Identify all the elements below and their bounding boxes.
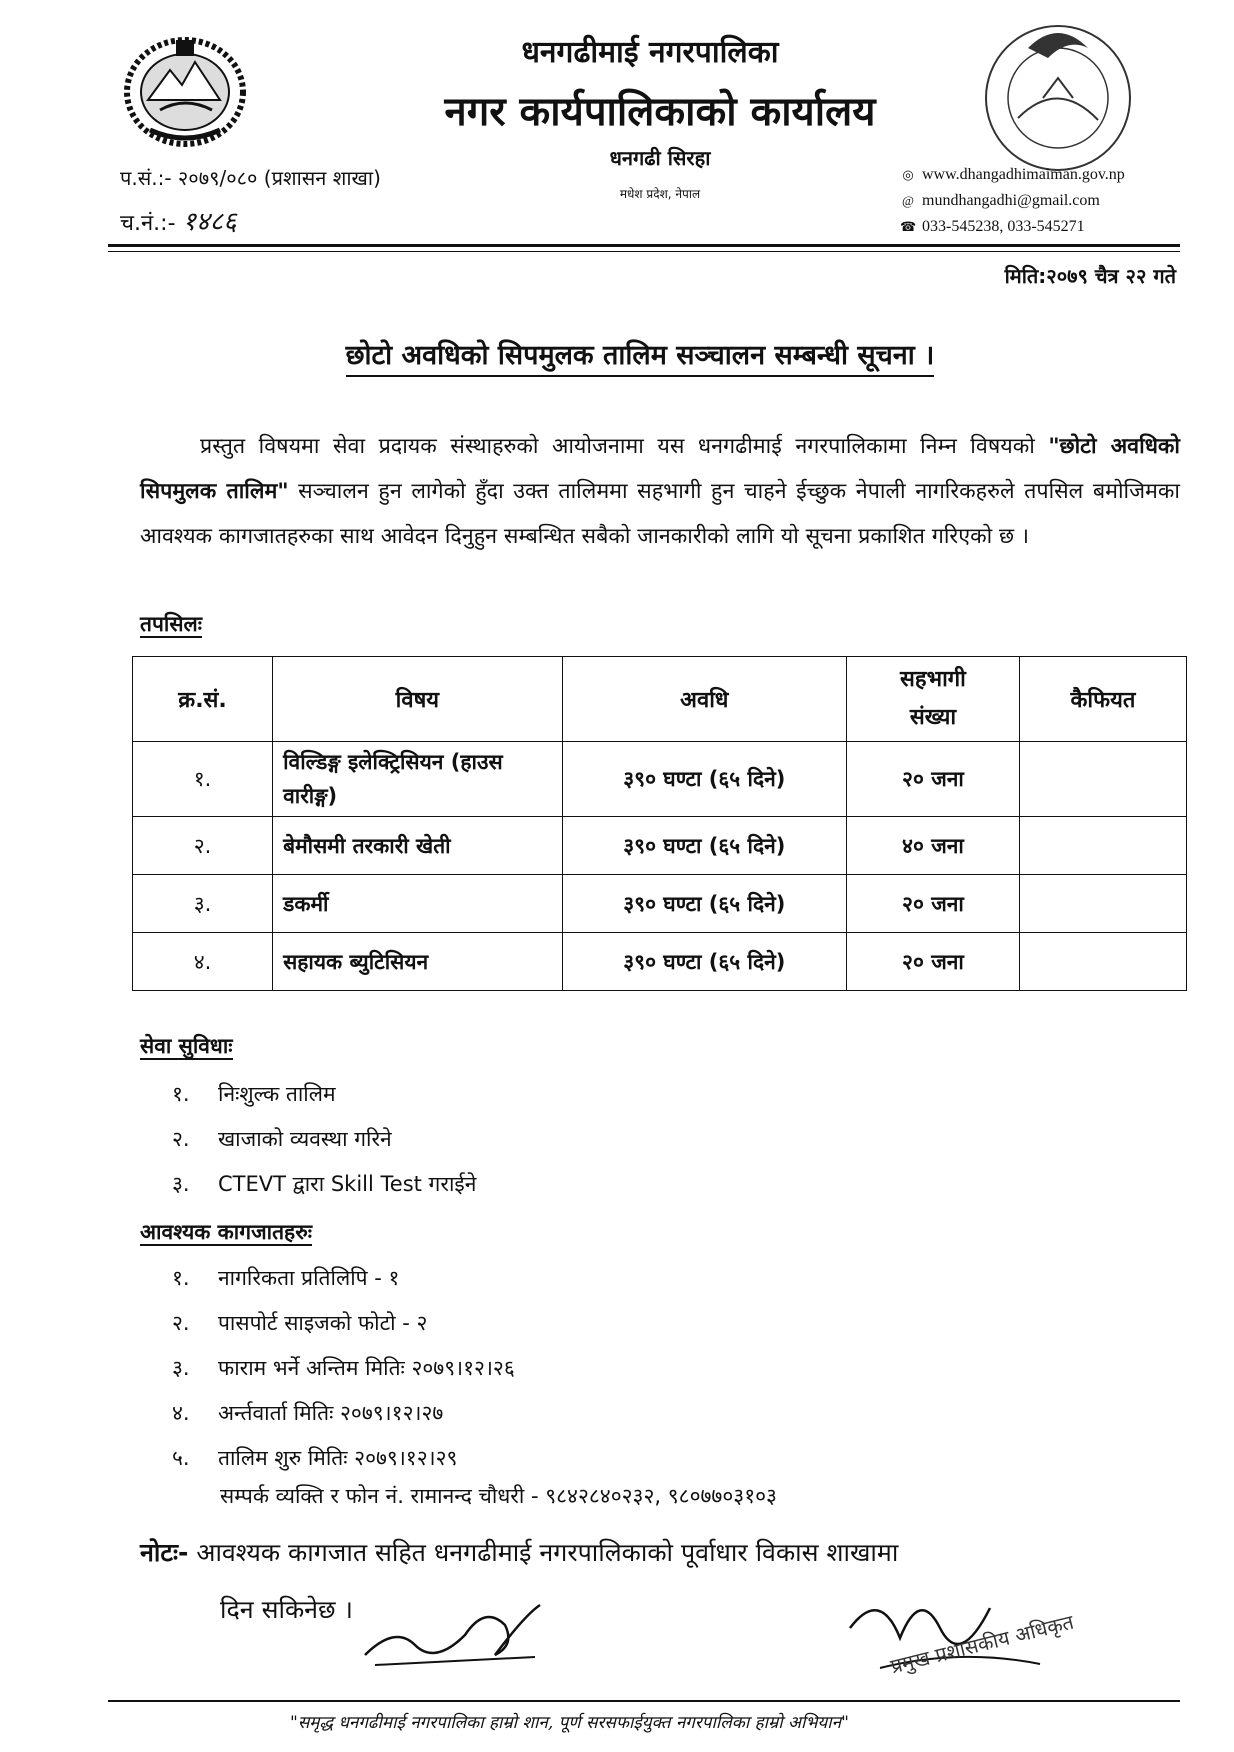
table-row [133, 933, 1187, 991]
col-header-remarks: कैफियत [1019, 657, 1186, 742]
list-number: २. [172, 1311, 190, 1335]
office-province: मधेश प्रदेश, नेपाल [619, 187, 701, 201]
col-header-sn: क्र.सं. [133, 657, 273, 742]
footer-motto: "समृद्ध धनगढीमाई नगरपालिका हाम्रो शान, पूर्ण सरसफाईयुक्त नगरपालिका हाम्रो अभियान" [290, 1713, 849, 1733]
list-number: ५. [172, 1446, 190, 1470]
cell-remarks [1019, 817, 1186, 875]
registration-number [120, 202, 237, 238]
cell-remarks [1019, 875, 1186, 933]
col-header-participants-text: सहभागी संख्या [900, 667, 966, 730]
cell-duration: ३९० घण्टा (६५ दिने) [562, 933, 846, 991]
website-row [900, 162, 1125, 188]
notice-date: मिति:२०७९ चैत्र २२ गते [1004, 264, 1176, 288]
cell-subject: डकर्मी [273, 875, 563, 933]
list-item [172, 1072, 476, 1117]
officer-stamp-text: प्रमुख प्रशासकीय अधिकृत [888, 1609, 1077, 1679]
services-list [172, 1072, 476, 1207]
tapasil-heading [140, 610, 202, 638]
table-row [133, 742, 1187, 817]
list-item [172, 1256, 515, 1301]
email-icon: @ [902, 193, 914, 208]
services-heading-text: सेवा सुविधाः [140, 1034, 233, 1058]
phone-row [900, 214, 1125, 240]
documents-heading-text: आवश्यक कागजातहरुः [140, 1220, 313, 1244]
cell-participants: २० जना [846, 875, 1019, 933]
cell-sn: १. [133, 742, 273, 817]
training-table [132, 656, 1187, 991]
list-text: तालिम शुरु मितिः २०७९।१२।२९ [218, 1446, 458, 1470]
header-divider [108, 244, 1180, 247]
list-item [172, 1346, 515, 1391]
office-seal-stamp [948, 8, 1148, 178]
office-name: नगर कार्यपालिकाको कार्यालय [444, 89, 876, 135]
phone-text: 033-545238, 033-545271 [922, 218, 1085, 235]
cell-sn: ४. [133, 933, 273, 991]
table-row [133, 875, 1187, 933]
list-number: २. [172, 1127, 190, 1151]
list-text: अर्न्तवार्ता मितिः २०७९।१२।२७ [218, 1401, 444, 1425]
list-text: निःशुल्क तालिम [218, 1082, 336, 1106]
cell-remarks [1019, 933, 1186, 991]
nepal-emblem-logo [120, 30, 250, 150]
documents-list [172, 1256, 515, 1481]
cell-sn: २. [133, 817, 273, 875]
signature-left [355, 1585, 555, 1675]
email-text: mundhangadhi@gmail.com [922, 192, 1100, 209]
list-number: ४. [172, 1401, 190, 1425]
tapasil-heading-text: तपसिलः [140, 612, 203, 636]
header-divider-thin [108, 251, 1180, 252]
footer-divider [108, 1700, 1180, 1702]
cell-participants: २० जना [846, 933, 1019, 991]
list-text: फाराम भर्ने अन्तिम मितिः २०७९।१२।२६ [218, 1356, 515, 1380]
documents-heading [140, 1218, 312, 1246]
list-text: नागरिकता प्रतिलिपि - १ [218, 1266, 400, 1290]
cell-subject: बेमौसमी तरकारी खेती [273, 817, 563, 875]
note-line-2: दिन सकिनेछ । [220, 1595, 353, 1624]
cell-remarks [1019, 742, 1186, 817]
contact-block [900, 162, 1125, 240]
col-header-participants [846, 657, 1019, 742]
list-text: पासपोर्ट साइजको फोटो - २ [218, 1311, 428, 1335]
note-label: नोटः- [140, 1538, 189, 1567]
list-text: खाजाको व्यवस्था गरिने [218, 1127, 392, 1151]
list-number: ३. [172, 1172, 190, 1196]
paragraph-part1: प्रस्तुत विषयमा सेवा प्रदायक संस्थाहरुको आयोजनामा यस धनगढीमाई नगरपालिकामा निम्न विषयको [200, 434, 1049, 459]
cell-subject: सहायक ब्युटिसियन [273, 933, 563, 991]
notice-paragraph [140, 424, 1180, 559]
cell-duration: ३९० घण्टा (६५ दिने) [562, 817, 846, 875]
reference-number: प.सं.:- २०७९/०८० (प्रशासन शाखा) [120, 166, 381, 190]
services-heading [140, 1032, 233, 1060]
contact-person-line: सम्पर्क व्यक्ति र फोन नं. रामानन्द चौधरी - ९८४२८४०२३२, ९८०७७०३१०३ [220, 1484, 777, 1508]
list-number: ३. [172, 1356, 190, 1380]
cell-participants: ४० जना [846, 817, 1019, 875]
table-row [133, 817, 1187, 875]
list-item [172, 1162, 476, 1207]
cell-sn: ३. [133, 875, 273, 933]
cell-duration: ३९० घण्टा (६५ दिने) [562, 742, 846, 817]
registration-label: च.नं.:- [120, 211, 176, 236]
cell-duration: ३९० घण्टा (६५ दिने) [562, 875, 846, 933]
list-item [172, 1301, 515, 1346]
list-item [172, 1391, 515, 1436]
cell-subject: विल्डिङ्ग इलेक्ट्रिसियन (हाउस वारीङ्ग) [273, 742, 563, 817]
col-header-duration: अवधि [562, 657, 846, 742]
list-text: CTEVT द्वारा Skill Test गराईने [218, 1172, 477, 1196]
notice-title [140, 335, 1140, 372]
phone-icon: ☎ [900, 219, 917, 234]
paragraph-part2: सञ्चालन हुन लागेको हुँदा उक्त तालिममा सहभागी हुन चाहने ईच्छुक नेपाली नागरिकहरुले तपसिल बमोजिमका आवश्यक कागजातहरुका साथ आवेदन दिनुहुन सम्बन्धित सबैको जानकारीको लागि यो सूचना प्रकाशित गरिएको छ । [140, 479, 1180, 549]
table-header-row [133, 657, 1187, 742]
email-row [900, 188, 1125, 214]
cell-participants: २० जना [846, 742, 1019, 817]
office-place: धनगढी सिरहा [609, 146, 711, 170]
globe-icon: ◎ [902, 167, 914, 182]
list-number: १. [172, 1082, 190, 1106]
note-text: आवश्यक कागजात सहित धनगढीमाई नगरपालिकाको पूर्वाधार विकास शाखामा [188, 1538, 899, 1567]
list-item [172, 1436, 515, 1481]
municipality-name: धनगढीमाई नगरपालिका [521, 35, 779, 70]
registration-value: १४८६ [182, 207, 237, 237]
paragraph-bold: "छोटो अवधिको सिपमुलक तालिम" [140, 434, 1180, 504]
list-number: १. [172, 1266, 190, 1290]
col-header-subject: विषय [273, 657, 563, 742]
list-item [172, 1117, 476, 1162]
notice-title-text: छोटो अवधिको सिपमुलक तालिम सञ्चालन सम्बन्धी सूचना । [346, 340, 935, 377]
website-text: www.dhangadhimaiman.gov.np [922, 166, 1125, 183]
